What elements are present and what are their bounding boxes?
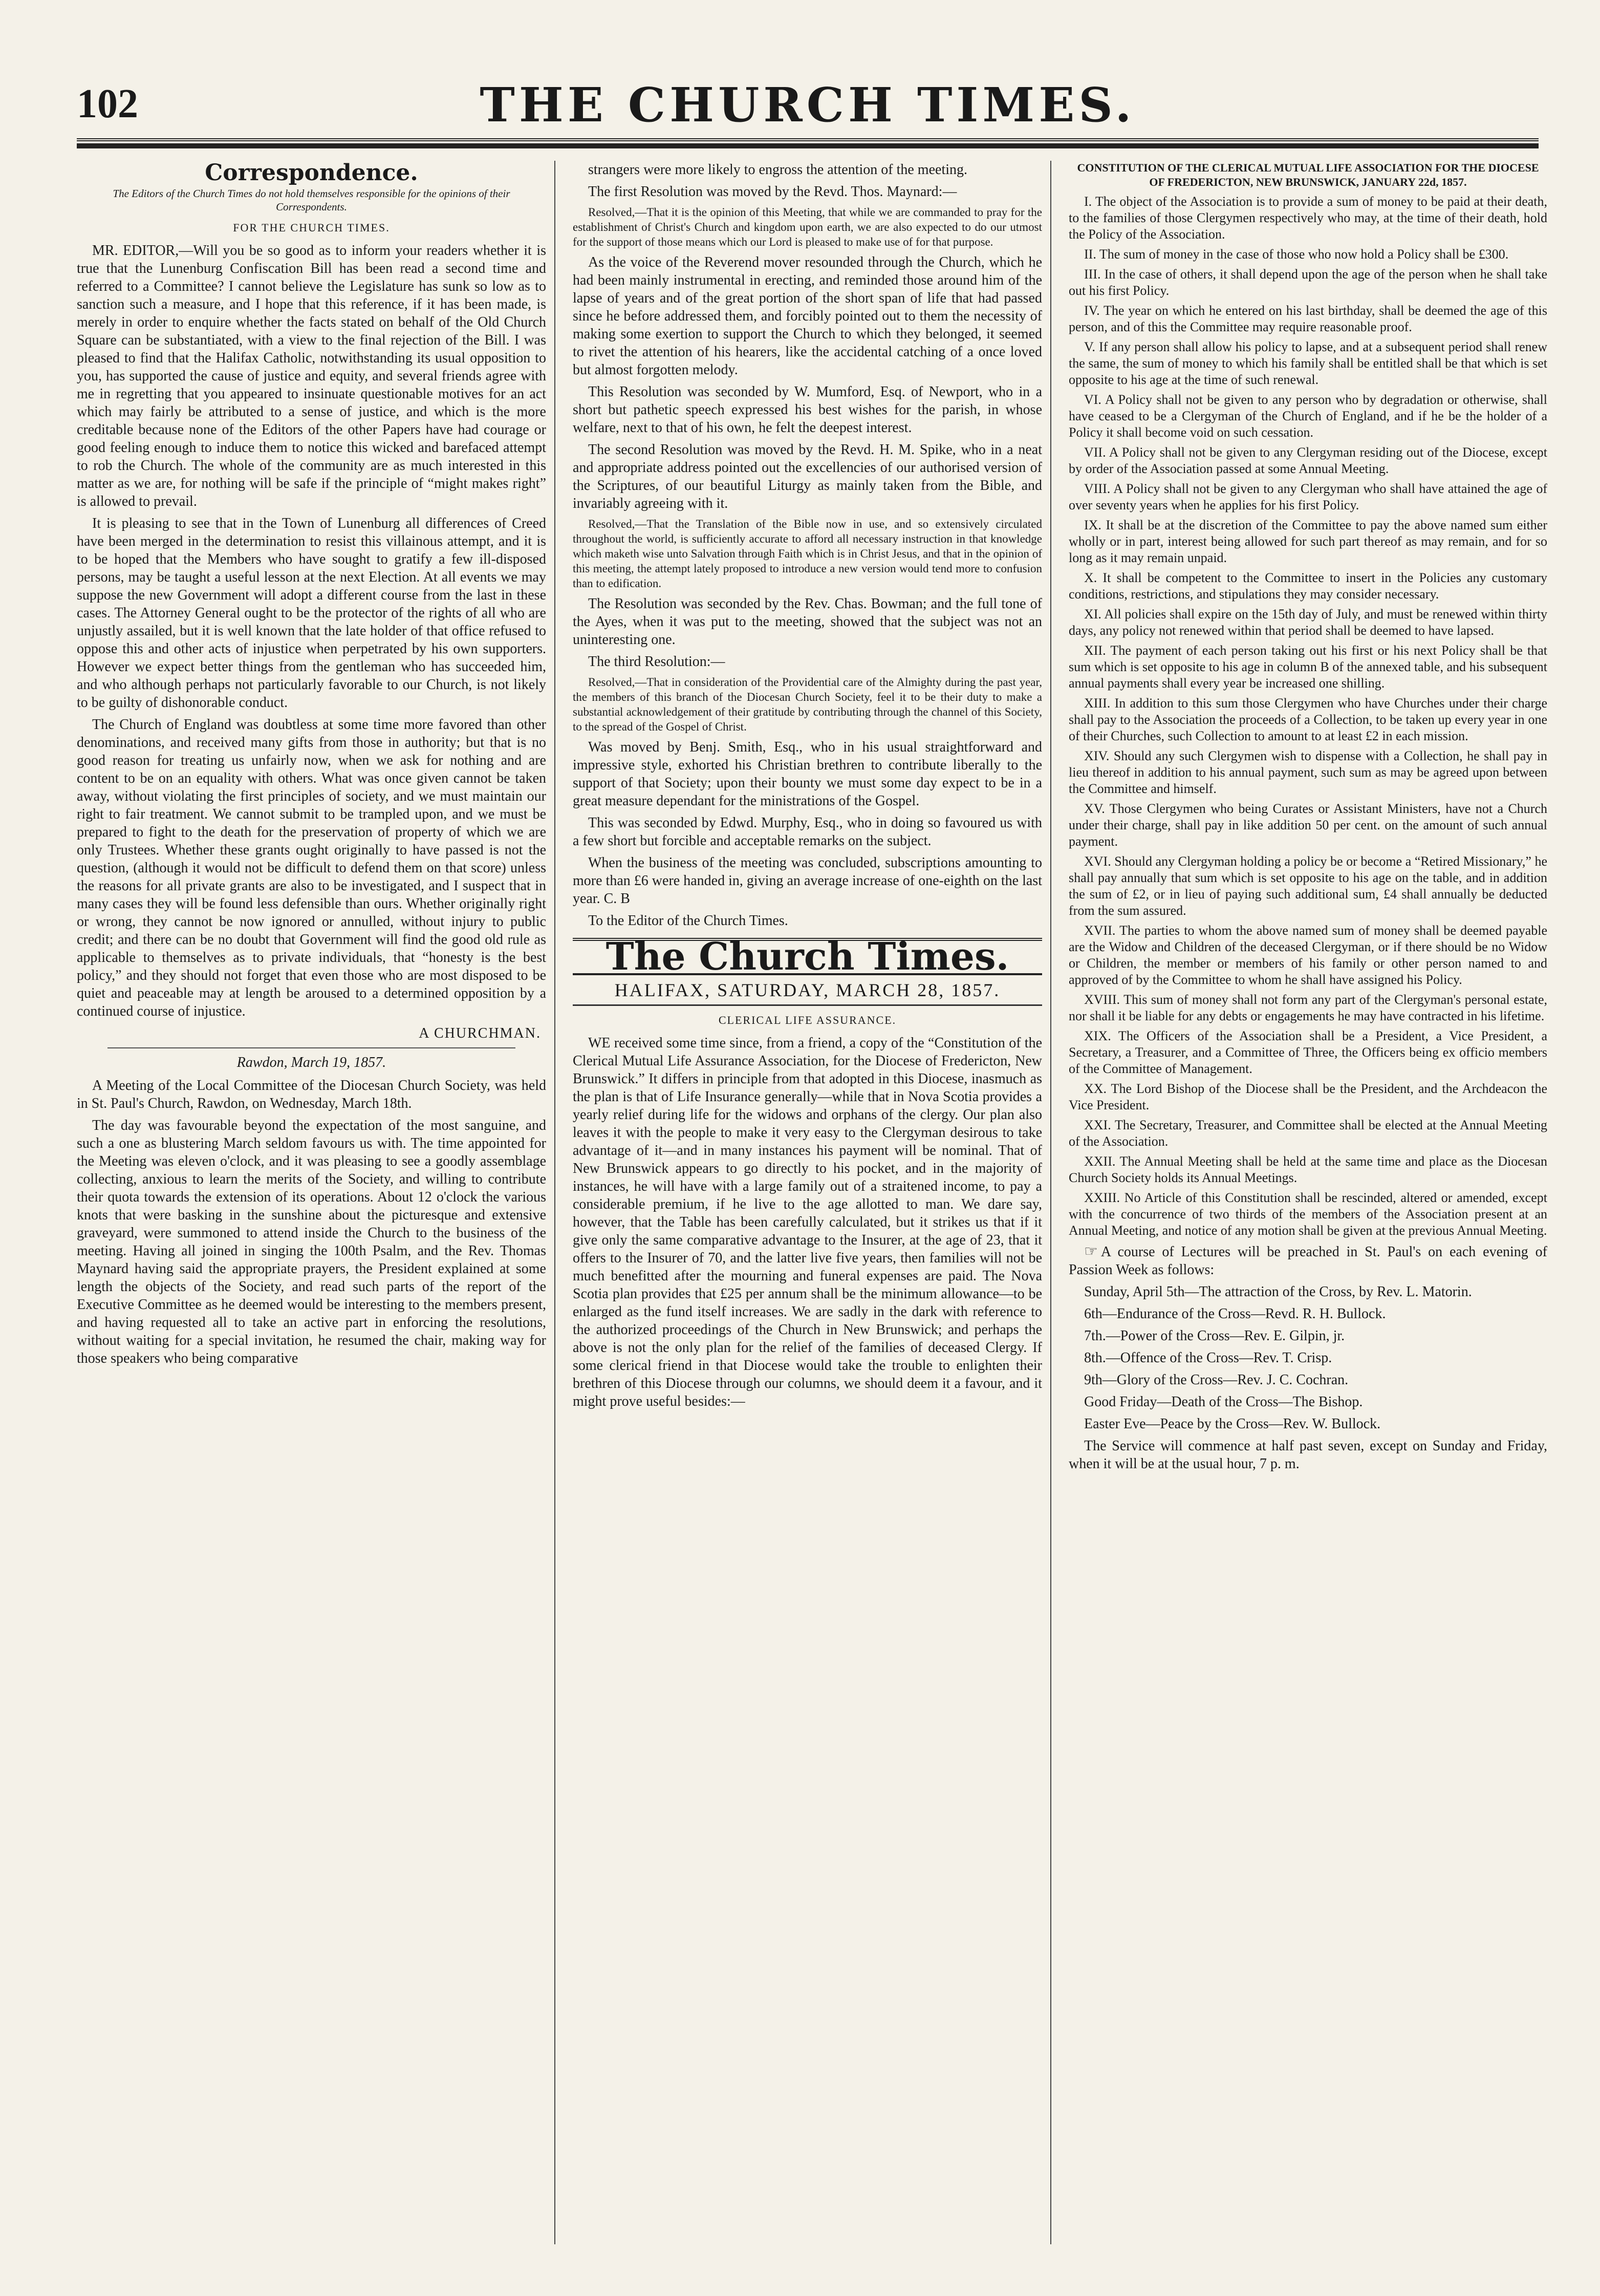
meeting-continuation: When the business of the meeting was concluded, subscriptions amounting to more than £6 were handed in, giving an average increase of one-eighth on the last year. C. B — [573, 855, 1042, 907]
resolution-text: Resolved,—That in consideration of the Providential care of the Almighty during the past year, the members of this branch of the Diocesan Church Society, feel it to be their duty to make a substantial acknowledgement of their gratitude by contributing through the channel of this Society, to the spread of the Gospel of Christ. — [573, 676, 1042, 733]
constitution-article: X. It shall be competent to the Committee to insert in the Policies any customary conditions, restrictions, and stipulations they may consider necessary. — [1069, 570, 1547, 602]
editor-note: The Editors of the Church Times do not hold themselves responsible for the opinions of their Correspondents. — [113, 187, 510, 213]
constitution-article: XIX. The Officers of the Association shall be a President, a Vice President, a Secretary, a Treasurer, and a Committee of Three, the Officers being ex officio members of the Committee of Management. — [1069, 1028, 1547, 1076]
dateline: Rawdon, March 19, 1857. — [236, 1055, 386, 1070]
letter-paragraph: The Church of England was doubtless at some time more favored than other denominations, and received many gifts from those in authority; but that is no good reason for treating us unfairly now, when we ask for nothing and are content to be on an equality with others. What was once given cannot be taken away, without violating the first principles of society, and we must maintain our right to fair treatment. We cannot submit to be trampled upon, and we must be prepared to fight to the death for the preservation of property of which we are only Trustees. Whether these grants ought originally to have passed is not the question, (although it would not be difficult to defend them on that score) unless the reasons for all private grants are also to be investigated, and I suspect that in many cases they will be found less defensible than ours. Whether originally right or wrong, they cannot be now ignored or annulled, without injury to public credit; and there can be no doubt that Government will find the good old rule as applicable to themselves as to private individuals, that “honesty is the best policy,” and they should not forget that even those who are most disposed to be quiet and peaceable may at length be aroused to a determined opposition by a continued course of injustice. — [77, 717, 546, 1019]
constitution-heading: CONSTITUTION OF THE CLERICAL MUTUAL LIFE ASSOCIATION FOR THE DIOCESE OF FREDERICTON, NEW BRUNSWICK, JANUARY 22d, 1857. — [1077, 161, 1539, 188]
constitution-article: XI. All policies shall expire on the 15th day of July, and must be renewed within thirty days, any policy not renewed within that period shall be deemed to have lapsed. — [1069, 607, 1547, 638]
article-title: CLERICAL LIFE ASSURANCE. — [718, 1014, 897, 1026]
letter-signature: A CHURCHMAN. — [419, 1025, 541, 1041]
meeting-paragraph: A Meeting of the Local Committee of the Diocesan Church Society, was held in St. Paul's Church, Rawdon, on Wednesday, March 18th. — [77, 1078, 546, 1111]
constitution-article: VI. A Policy shall not be given to any person who by degradation or otherwise, shall have ceased to be a Clergyman of the Church of England, and if he be the holder of a Policy it shall become void on such cessation. — [1069, 392, 1547, 440]
meeting-continuation: strangers were more likely to engross the attention of the meeting. — [588, 162, 968, 178]
meeting-continuation: The Resolution was seconded by the Rev. Chas. Bowman; and the full tone of the Ayes, when it was put to the meeting, showed that the subject was not an uninteresting one. — [573, 596, 1042, 648]
masthead-rule — [77, 143, 1539, 148]
constitution-article: XXIII. No Article of this Constitution shall be rescinded, altered or amended, except with the concurrence of two thirds of the members of the Association present at an Annual Meeting, and notice of any motion shall be given at the previous Annual Meeting. — [1069, 1190, 1547, 1238]
constitution-article: XIII. In addition to this sum those Clergymen who have Churches under their charge shall pay to the Association the proceeds of a Collection, to be taken up every year in one of their Churches, such Collection to amount to at least £2 in each mission. — [1069, 696, 1547, 743]
columns — [77, 161, 1547, 2244]
divider — [107, 1047, 515, 1048]
lecture-item: Easter Eve—Peace by the Cross—Rev. W. Bullock. — [1084, 1416, 1381, 1432]
meeting-paragraph: The day was favourable beyond the expectation of the most sanguine, and such a one as blustering March seldom favours us with. The time appointed for the Meeting was eleven o'clock, and it was pleasing to see a goodly assemblage collecting, anxious to learn the merits of the Society, and willing to contribute their quota towards the extension of its operations. About 12 o'clock the various knots that were basking in the sunshine about the picturesque and extensive graveyard, were summoned to attend inside the Church to the business of the meeting. Having all joined in singing the 100th Psalm, and the Rev. Thomas Maynard having said the appropriate prayers, the President explained at some length the objects of the Society, and read such parts of the report of the Executive Committee as he deemed would be interesting to the members present, and having requested all to take an active part in enforcing the resolutions, without waiting for a special invitation, he resumed the chair, making way for those speakers who being comparative — [77, 1118, 546, 1366]
correspondence-heading: Correspondence. — [205, 161, 418, 186]
meeting-continuation: To the Editor of the Church Times. — [588, 913, 788, 929]
page-number: 102 — [77, 81, 138, 126]
paper-title: THE CHURCH TIMES. — [480, 77, 1136, 133]
meeting-continuation: This Resolution was seconded by W. Mumford, Esq. of Newport, who in a short but pathetic speech expressed his best wishes for the parish, in whose welfare, next to that of his own, he felt the deepest interest. — [573, 384, 1042, 436]
article-paragraph: WE received some time since, from a friend, a copy of the “Constitution of the Clerical Mutual Life Assurance Association, for the Diocese of Fredericton, New Brunswick.” It differs in principle from that adopted in this Diocese, inasmuch as the plan is that of Life Insurance generally—while that in Nova Scotia provides a yearly relief during life for the widows and orphans of the clergy. Our plan also leaves it with the people to make it very easy to the Clergyman desirous to take advantage of it—and in many instances his payment will be nominal. That of New Brunswick appears to go directly to his pocket, and in the majority of instances, he will have with a large family out of a straitened income, to pay a considerable premium, if he live to the age allotted to man. We dare say, however, that the Table has been carefully calculated, but it strikes us that if it give only the same comparative advantage to the Insurer, at the age of 23, that it offers to the Insurer of 70, and the latter live five years, then families will not be much benefitted after the mourning and funeral expenses are paid. The Nova Scotia plan provides that £25 per annum shall be the minimum allowance—to be enlarged as the fund itself increases. We are sadly in the dark with reference to the authorized proceedings of the Church in New Brunswick; and perhaps the above is not the only plan for the relief of the families of deceased Clergy. If some clerical friend in that Diocese would take the trouble to enlighten their brethren of this Diocese through our columns, we should deem it a favour, and it might prove useful besides:— — [573, 1035, 1042, 1409]
constitution-article: XIV. Should any such Clergymen wish to dispense with a Collection, he shall pay in lieu thereof in addition to his annual payment, such sum as may be agreed upon between the Committee and himself. — [1069, 748, 1547, 796]
for-line: FOR THE CHURCH TIMES. — [233, 221, 390, 234]
constitution-article: XXII. The Annual Meeting shall be held at the same time and place as the Diocesan Church Society holds its Annual Meetings. — [1069, 1154, 1547, 1185]
meeting-continuation: As the voice of the Reverend mover resounded through the Church, which he had been mainly instrumental in erecting, and reminded those around him of the lapse of years and of the great portion of the short span of life that had passed since he before addressed them, and forcibly pointed out to them the necessity of making some exertion to support the Church to which they belonged, it seemed to rivet the attention of his hearers, like the accidental catching of a once loved but almost forgotten melody. — [573, 254, 1042, 378]
constitution-article: V. If any person shall allow his policy to lapse, and at a subsequent period shall renew the same, the sum of money to which his family shall be entitled shall be that which is set opposite to his age at the time of such renewal. — [1069, 339, 1547, 387]
meeting-continuation: The third Resolution:— — [588, 654, 725, 670]
closing-notice: The Service will commence at half past seven, except on Sunday and Friday, when it will be at the usual hour, 7 p. m. — [1069, 1438, 1547, 1472]
resolution-text: Resolved,—That it is the opinion of this Meeting, that while we are commanded to pray for the establishment of Christ's Church and kingdom upon earth, we are also expected to do our utmost for the support of those means which our Lord is pleased to make use of for that purpose. — [573, 206, 1042, 248]
constitution-article: XV. Those Clergymen who being Curates or Assistant Ministers, have not a Church under their charge, shall pay in like addition 50 per cent. on the amount of such annual payment. — [1069, 801, 1547, 849]
constitution-article: XX. The Lord Bishop of the Diocese shall be the President, and the Archdeacon the Vice President. — [1069, 1081, 1547, 1112]
constitution-article: II. The sum of money in the case of those who now hold a Policy shall be £300. — [1084, 247, 1509, 262]
column-1 — [77, 161, 555, 2244]
column-3 — [1069, 161, 1547, 2244]
edition-dateline: HALIFAX, SATURDAY, MARCH 28, 1857. — [573, 981, 1042, 1006]
meeting-continuation: The first Resolution was moved by the Revd. Thos. Maynard:— — [588, 184, 957, 200]
lecture-item: Good Friday—Death of the Cross—The Bishop. — [1084, 1394, 1363, 1410]
constitution-article: XVI. Should any Clergyman holding a policy be or become a “Retired Missionary,” he shall pay annually that sum which is set opposite to his age on the table, and in addition the sum of £2, or in lieu of paying such additional sum, £4 shall annually be deducted from the sum assured. — [1069, 854, 1547, 918]
masthead — [77, 77, 1539, 141]
meeting-continuation: This was seconded by Edwd. Murphy, Esq., who in doing so favoured us with a few short but forcible and acceptable remarks on the subject. — [573, 815, 1042, 849]
lectures-intro — [1069, 1242, 1547, 1279]
meeting-continuation: Was moved by Benj. Smith, Esq., who in his usual straightforward and impressive style, exhorted his Christian brethren to contribute liberally to the support of that Society; upon their bounty we must some day expect to be in a great measure dependant for the ministrations of the Gospel. — [573, 739, 1042, 809]
lecture-item: 6th—Endurance of the Cross—Revd. R. H. Bullock. — [1084, 1306, 1386, 1322]
meeting-continuation: The second Resolution was moved by the Revd. H. M. Spike, who in a neat and appropriate address pointed out the excellencies of our authorised version of the Scriptures, of our beautiful Liturgy as mainly taken from the Bible, and invariably agreeing with it. — [573, 442, 1042, 511]
column-2 — [573, 161, 1051, 2244]
lecture-item: 8th.—Offence of the Cross—Rev. T. Crisp. — [1084, 1350, 1332, 1366]
constitution-article: IV. The year on which he entered on his last birthday, shall be deemed the age of this person, and of this the Committee may require reasonable proof. — [1069, 303, 1547, 334]
constitution-article: XXI. The Secretary, Treasurer, and Committee shall be elected at the Annual Meeting of the Association. — [1069, 1118, 1547, 1149]
constitution-article: XVII. The parties to whom the above named sum of money shall be deemed payable are the Widow and Children of the deceased Clergyman, or if there should be no Widow or Children, the member or members of his family or other person named to and approved of by the Committee to whom he shall have assigned his Policy. — [1069, 923, 1547, 987]
lectures-intro-text: A course of Lectures will be preached in St. Paul's on each evening of Passion Week as follows: — [1069, 1244, 1547, 1278]
constitution-article: VIII. A Policy shall not be given to any Clergyman who shall have attained the age of over seventy years when he applies for his first Policy. — [1069, 481, 1547, 512]
constitution-article: XII. The payment of each person taking out his first or his next Policy shall be that sum which is set opposite to his age in column B of the annexed table, and his subsequent annual payments shall every year be increased one shilling. — [1069, 643, 1547, 691]
resolution-text: Resolved,—That the Translation of the Bible now in use, and so extensively circulated throughout the world, is sufficiently accurate to afford all necessary instruction in that knowledge which maketh wise unto Salvation through Faith which is in Christ Jesus, and that in the opinion of this meeting, the attempt lately proposed to introduce a new version would tend more to confusion than to edification. — [573, 518, 1042, 590]
constitution-article: III. In the case of others, it shall depend upon the age of the person when he shall take out his first Policy. — [1069, 267, 1547, 298]
constitution-article: XVIII. This sum of money shall not form any part of the Clergyman's personal estate, nor shall it be liable for any debts or engagements he may have contracted in his lifetime. — [1069, 992, 1547, 1023]
letter-paragraph: MR. EDITOR,—Will you be so good as to inform your readers whether it is true that the Lunenburg Confiscation Bill has been read a second time and referred to a Committee? I cannot believe the Legislature has sunk so low as to sanction such a measure, and I hope that this reference, if it has been made, is merely in order to enquire whether the facts stated on behalf of the Old Church Square can be substantiated, with a view to the final rejection of the Bill. I was pleased to find that the Halifax Catholic, notwithstanding its usual opposition to you, has supported the cause of justice and equity, and several friends agree with me in regretting that you appeared to insinuate questionable motives for an act which may fairly be attributed to a sense of justice, and which is the more creditable because none of the Editors of the other Papers have had courage or good feeling enough to induce them to notice this wicked and barefaced attempt to rob the Church. The whole of the community are as much interested in this matter as we are, for nothing will be safe if the principle of “might makes right” is allowed to prevail. — [77, 243, 546, 509]
pointing-hand-icon: ☞ — [1084, 1243, 1098, 1260]
lecture-item: 7th.—Power of the Cross—Rev. E. Gilpin, jr. — [1084, 1328, 1345, 1344]
church-times-nameplate: The Church Times. — [573, 938, 1042, 975]
constitution-article: VII. A Policy shall not be given to any Clergyman residing out of the Diocese, except by order of the Association passed at some Annual Meeting. — [1069, 445, 1547, 476]
constitution-article: IX. It shall be at the discretion of the Committee to pay the above named sum either wholly or in part, interest being allowed for such part thereof as may remain, and for so long as it may remain unpaid. — [1069, 518, 1547, 565]
letter-paragraph: It is pleasing to see that in the Town of Lunenburg all differences of Creed have been merged in the determination to resist this villainous attempt, and it is to be hoped that the Members who have sought to gratify a few ill-disposed persons, may be taught a useful lesson at the next Election. At all events we may suppose the new Government will adopt a different course from the last in these cases. The Attorney General ought to be the protector of the rights of all who are unjustly assailed, but it is well known that the late holder of that office refused to oppose this and other acts of injustice when perpetrated by his own supporters. However we expect better things from the gentleman who has succeeded him, and who although perhaps not particularly favorable to our Church, is not likely to be guilty of dishonorable conduct. — [77, 516, 546, 711]
lecture-item: Sunday, April 5th—The attraction of the Cross, by Rev. L. Matorin. — [1084, 1284, 1472, 1300]
lecture-item: 9th—Glory of the Cross—Rev. J. C. Cochran. — [1084, 1372, 1349, 1388]
constitution-article: I. The object of the Association is to provide a sum of money to be paid at their death, to the families of those Clergymen respectively who may, at the time of their death, hold the Policy of the Association. — [1069, 194, 1547, 242]
